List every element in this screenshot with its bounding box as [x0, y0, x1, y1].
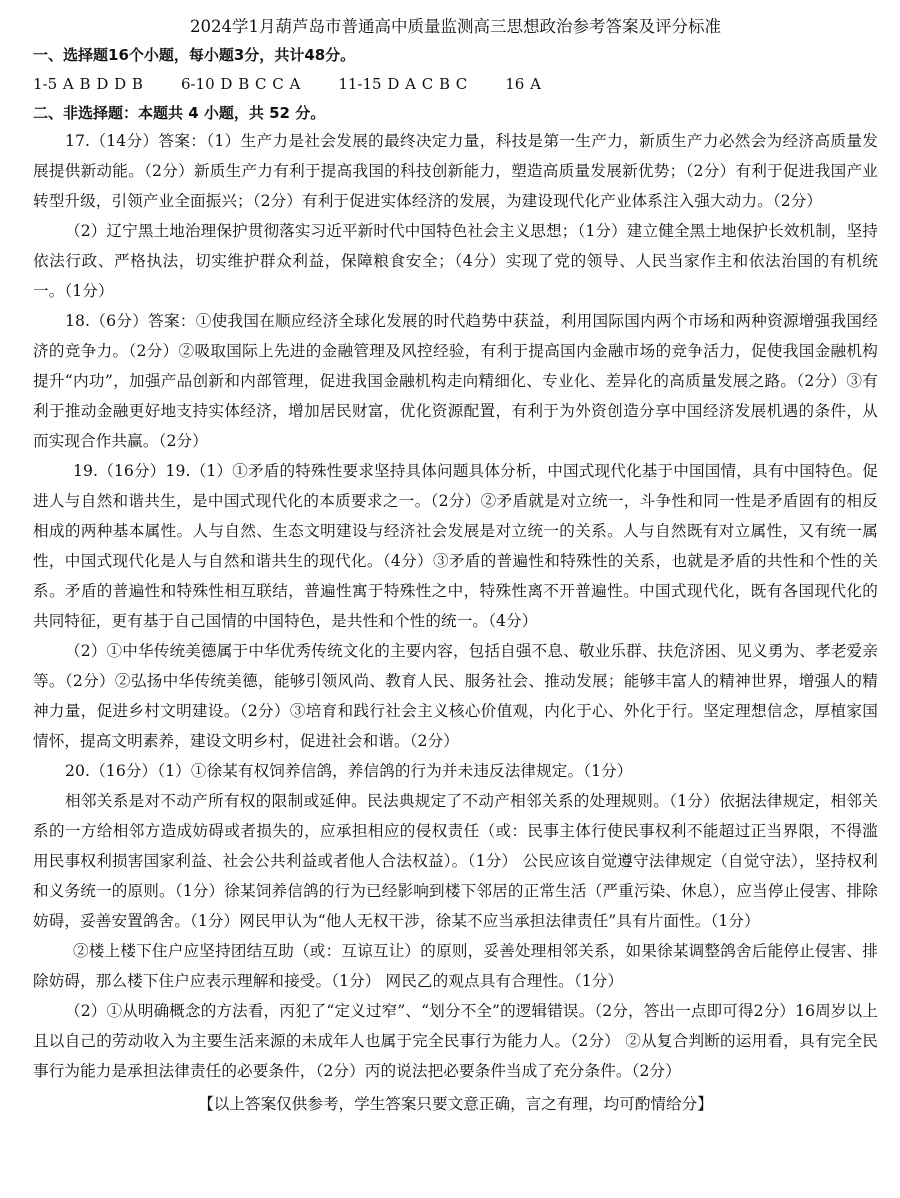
document-title: 2024学1月葫芦岛市普通高中质量监测高三思想政治参考答案及评分标准 [190, 17, 721, 36]
q20-part1-point2: ②楼上楼下住户应坚持团结互助（或：互谅互让）的原则，妥善处理相邻关系，如果徐某调整鸽舍后能停止侵害、排除妨碍，那么楼下住户应表示理解和接受。（1分） 网民乙的观点具有合理性。（1分） [33, 942, 878, 990]
q17-part1: 17.（14分）答案：（1）生产力是社会发展的最终决定力量，科技是第一生产力，新质生产力必然会为经济高质量发展提供新动能。（2分）新质生产力有利于提高我国的科技创新能力，塑造高质量发展新优势；（2分）有利于促进我国产业转型升级，引领产业全面振兴；（2分）有利于促进实体经济的发展，为建设现代化产业体系注入强大动力。（2分） [33, 132, 878, 210]
footer-note: 【以上答案仅供参考，学生答案只要文意正确，言之有理，均可酌情给分】 [198, 1095, 713, 1113]
answers-1-5: 1-5 A B D D B [33, 75, 143, 93]
q19-part1: 19.（16分）19.（1）①矛盾的特殊性要求坚持具体问题具体分析，中国式现代化基于中国国情，具有中国特色。促进人与自然和谐共生，是中国式现代化的本质要求之一。（2分）②矛盾就是对立统一，斗争性和同一性是矛盾固有的相反相成的两种基本属性。人与自然、生态文明建设与经济社会发展是对立统一的关系。人与自然既有对立属性，又有统一属性，中国式现代化是人与自然和谐共生的现代化。（4分）③矛盾的普遍性和特殊性的关系，也就是矛盾的共性和个性的关系。矛盾的普遍性和特殊性相互联结，普遍性寓于特殊性之中，特殊性离不开普遍性。中国式现代化，既有各国现代化的共同特征，更有基于自己国情的中国特色，是共性和个性的统一。（4分） [33, 462, 878, 630]
q19-part2: （2）①中华传统美德属于中华优秀传统文化的主要内容，包括自强不息、敬业乐群、扶危济困、见义勇为、孝老爱亲等。（2分）②弘扬中华传统美德，能够引领风尚、教育人民、服务社会、推动发展；能够丰富人的精神世界，增强人的精神力量，促进乡村文明建设。（2分）③培育和践行社会主义核心价值观，内化于心、外化于行。坚定理想信念，厚植家国情怀，提高文明素养，建设文明乡村，促进社会和谐。（2分） [33, 642, 878, 750]
choice-answers [33, 68, 878, 100]
q18-answer: 18.（6分）答案：①使我国在顺应经济全球化发展的时代趋势中获益，利用国际国内两个市场和两种资源增强我国经济的竞争力。（2分）②吸取国际上先进的金融管理及风控经验，有利于提高国内金融市场的竞争活力，促使我国金融机构提升“内功”，加强产品创新和内部管理，促进我国金融机构走向精细化、专业化、差异化的高质量发展之路。（2分）③有利于推动金融更好地支持实体经济，增加居民财富，优化资源配置，有利于为外资创造分享中国经济发展机遇的条件，从而实现合作共赢。（2分） [33, 312, 878, 450]
q20-part1-body: 相邻关系是对不动产所有权的限制或延伸。民法典规定了不动产相邻关系的处理规则。（1分）依据法律规定，相邻关系的一方给相邻方造成妨碍或者损失的，应承担相应的侵权责任（或：民事主体行使民事权利不能超过正当界限，不得滥用民事权利损害国家利益、社会公共利益或者他人合法权益）。（1分） 公民应该自觉遵守法律规定（自觉守法），坚持权利和义务统一的原则。（1分）徐某饲养信鸽的行为已经影响到楼下邻居的正常生活（严重污染、休息），应当停止侵害、排除妨碍，妥善安置鸽舍。（1分）网民甲认为“他人无权干涉，徐某不应当承担法律责任”具有片面性。（1分） [33, 792, 878, 930]
answer-16: 16 A [505, 75, 541, 93]
answers-11-15: 11-15 D A C B C [338, 75, 468, 93]
q20-part2: （2）①从明确概念的方法看，丙犯了“定义过窄”、“划分不全”的逻辑错误。（2分，答出一点即可得2分）16周岁以上且以自己的劳动收入为主要生活来源的未成年人也属于完全民事行为能力人。（2分） ②从复合判断的运用看，具有完全民事行为能力是承担法律责任的必要条件，（2分）丙的说法把必要条件当成了充分条件。（2分） [33, 1002, 878, 1080]
answers-6-10: 6-10 D B C C A [180, 75, 301, 93]
section-1-heading: 一、选择题16个小题，每小题3分，共计48分。 [33, 46, 356, 64]
q17-part2: （2）辽宁黑土地治理保护贯彻落实习近平新时代中国特色社会主义思想；（1分）建立健全黑土地保护长效机制，坚持依法行政、严格执法，切实维护群众利益，保障粮食安全；（4分）实现了党的领导、人民当家作主和依法治国的有机统一。（1分） [33, 222, 878, 300]
q20-part1-intro: 20.（16分）（1）①徐某有权饲养信鸽，养信鸽的行为并未违反法律规定。（1分） [65, 762, 633, 780]
section-2-heading: 二、非选择题：本题共 4 小题，共 52 分。 [33, 104, 326, 122]
